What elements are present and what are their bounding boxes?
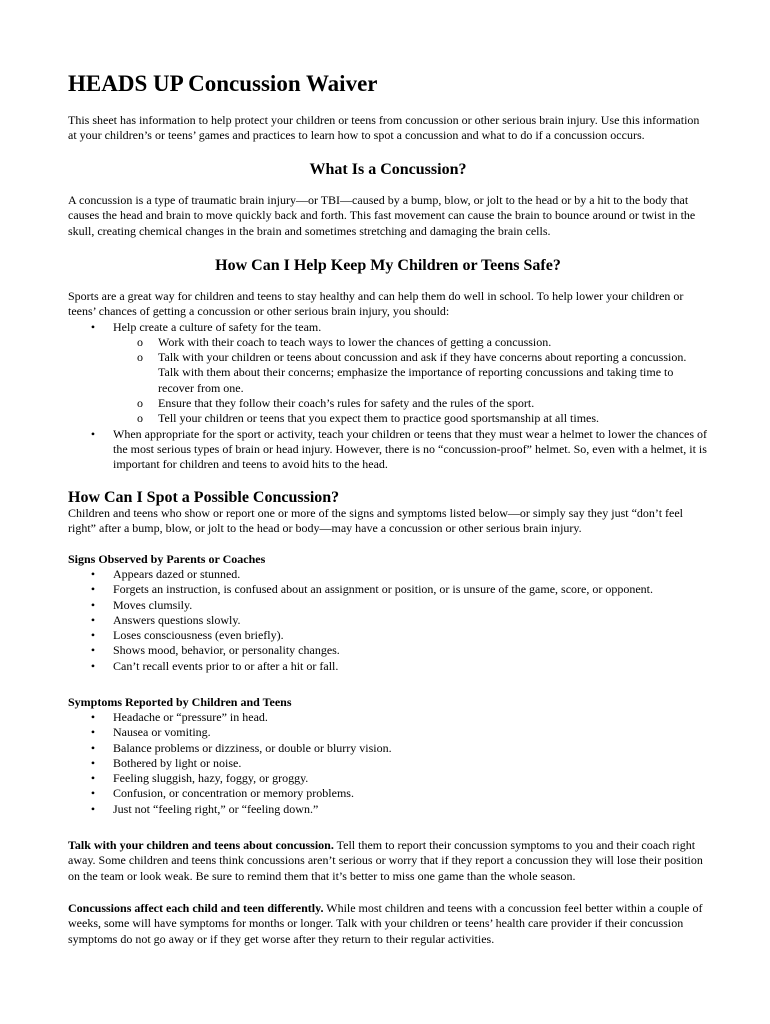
sub-list-item: [68, 335, 708, 350]
list-item: [68, 786, 708, 801]
list-item: [68, 643, 708, 658]
talk-lead: Talk with your children and teens about concussion.: [68, 838, 334, 852]
talk-body: Tell them to report their concussion symptoms to you and their coach right away. Some children and teens think concussions aren’t serious or worry that if they report a concussion they will lose their position on the team or look weak. Be sure to remind them that it’s better to miss one game than the whole season.: [68, 838, 703, 883]
circle-marker: o: [137, 334, 143, 349]
bullet-marker: •: [90, 725, 96, 740]
affect-lead: Concussions affect each child and teen differently.: [68, 901, 324, 915]
bullet-marker: •: [90, 597, 96, 612]
list-item-text: Moves clumsily.: [113, 597, 193, 612]
bullet-marker: •: [90, 643, 96, 658]
sub-list-item-text: Ensure that they follow their coach’s rules for safety and the rules of the sport.: [158, 396, 535, 411]
circle-marker: o: [137, 350, 143, 365]
bullet-marker: •: [90, 740, 96, 755]
safe-section: [68, 289, 708, 473]
list-item: [68, 598, 708, 613]
bullet-marker: •: [90, 801, 96, 816]
list-item: [68, 710, 708, 725]
list-item-text: Balance problems or dizziness, or double or blurry vision.: [113, 740, 392, 755]
affect-paragraph: [68, 901, 708, 947]
list-item: [68, 802, 708, 817]
list-item-text: Bothered by light or noise.: [113, 755, 242, 770]
list-item-text: Forgets an instruction, is confused about an assignment or position, or is unsure of the game, score, or opponent.: [113, 582, 654, 597]
safe-paragraph: Sports are a great way for children and teens to stay healthy and can help them do well in school. To help lower your children or teens’ chances of getting a concussion or other serious brain injury, you should:: [68, 289, 684, 319]
bullet-marker: •: [90, 771, 96, 786]
list-item-text: Loses consciousness (even briefly).: [113, 628, 284, 643]
list-item: [68, 582, 708, 597]
list-item: [68, 567, 708, 582]
list-item: [68, 659, 708, 674]
sub-list-item-text: Tell your children or teens that you expect them to practice good sportsmanship at all times.: [158, 411, 600, 426]
safe-sub-list: [68, 335, 708, 427]
list-item-text: Answers questions slowly.: [113, 612, 241, 627]
list-item: [68, 427, 708, 473]
safe-heading: How Can I Help Keep My Children or Teens Safe?: [215, 257, 561, 274]
sub-list-item-text: Work with their coach to teach ways to lower the chances of getting a concussion.: [158, 334, 552, 349]
affect-body: While most children and teens with a concussion feel better within a couple of weeks, some will have symptoms for months or longer. Talk with your children or teens’ health care provider if their concussion symptoms do not go away or if they get worse after they return to their regular activities.: [68, 901, 703, 946]
intro-paragraph: This sheet has information to help protect your children or teens from concussion or other serious brain injury. Use this information at your children’s or teens’ games and practices to learn how to spot a concussion and what to do if a concussion occurs.: [68, 113, 700, 143]
list-item-text: Nausea or vomiting.: [113, 725, 211, 740]
list-item-text: When appropriate for the sport or activity, teach your children or teens that they must wear a helmet to lower the chances of the most serious types of brain or head injury. However, there is no “concussion-proof” helmet. So, even with a helmet, it is important for children and teens to avoid hits to the head.: [113, 426, 707, 472]
list-item-text: Help create a culture of safety for the team.: [113, 319, 322, 334]
talk-paragraph: [68, 838, 708, 884]
bullet-marker: •: [90, 319, 96, 334]
sub-list-item: [68, 396, 708, 411]
list-item-text: Headache or “pressure” in head.: [113, 710, 268, 724]
list-item-text: Confusion, or concentration or memory problems.: [113, 786, 354, 801]
circle-marker: o: [137, 396, 143, 411]
what-heading: What Is a Concussion?: [309, 161, 467, 178]
symptoms-heading: Symptoms Reported by Children and Teens: [68, 695, 292, 709]
list-item-text: Feeling sluggish, hazy, foggy, or groggy.: [113, 771, 309, 786]
page-title: HEADS UP Concussion Waiver: [68, 71, 378, 96]
list-item-text: Can’t recall events prior to or after a hit or fall.: [113, 658, 339, 673]
list-item-text: Just not “feeling right,” or “feeling down.”: [113, 801, 319, 816]
list-item-text: Shows mood, behavior, or personality changes.: [113, 643, 340, 658]
circle-marker: o: [137, 411, 143, 426]
safe-bullet-list: [68, 320, 708, 473]
list-item: [68, 756, 708, 771]
what-paragraph: A concussion is a type of traumatic brain injury—or TBI—caused by a bump, blow, or jolt to the head or by a hit to the body that causes the head and brain to move quickly back and forth. This fast movement can cause the brain to bounce around or twist in the skull, creating chemical changes in the brain and sometimes stretching and damaging the brain cells.: [68, 193, 696, 238]
bullet-marker: •: [90, 582, 96, 597]
list-item-text: Appears dazed or stunned.: [113, 567, 241, 581]
spot-heading: How Can I Spot a Possible Concussion?: [68, 489, 340, 506]
bullet-marker: •: [90, 612, 96, 627]
sub-list-item: [68, 350, 708, 396]
sub-list-item-text: Talk with your children or teens about concussion and ask if they have concerns about reporting a concussion. Talk with them about their concerns; emphasize the importance of reporting concussions and taking time to recover from one.: [158, 350, 687, 395]
bullet-marker: •: [90, 628, 96, 643]
sub-list-item: [68, 411, 708, 426]
bullet-marker: •: [90, 658, 96, 673]
signs-list: [68, 567, 708, 674]
symptoms-list: [68, 710, 708, 817]
list-item: [68, 320, 708, 427]
list-item: [68, 725, 708, 740]
bullet-marker: •: [90, 710, 96, 724]
bullet-marker: •: [90, 426, 96, 441]
list-item: [68, 741, 708, 756]
spot-paragraph: Children and teens who show or report one or more of the signs and symptoms listed below—or simply say they just “don’t feel right” after a bump, blow, or jolt to the head or body—may have a concussion or other serious brain injury.: [68, 506, 684, 536]
list-item: [68, 771, 708, 786]
signs-heading: Signs Observed by Parents or Coaches: [68, 552, 266, 566]
bullet-marker: •: [90, 786, 96, 801]
bullet-marker: •: [90, 755, 96, 770]
bullet-marker: •: [90, 567, 96, 581]
list-item: [68, 628, 708, 643]
list-item: [68, 613, 708, 628]
